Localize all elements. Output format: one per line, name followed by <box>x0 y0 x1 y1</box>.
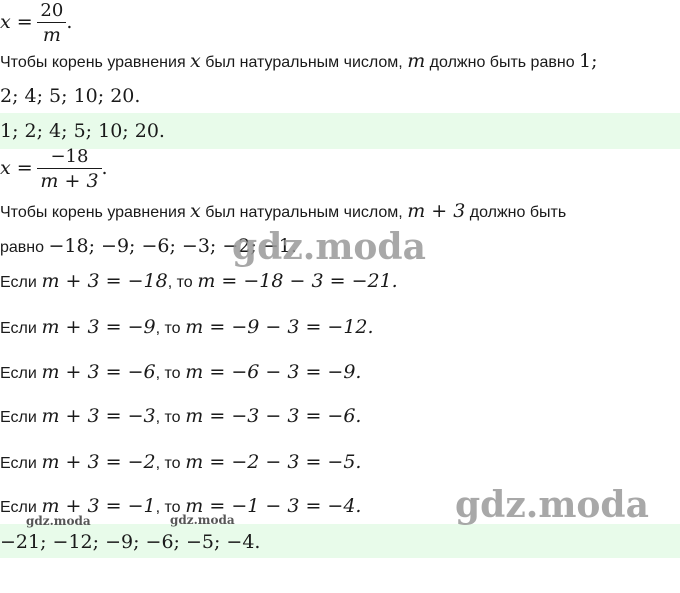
statement-2-text-c: должно быть <box>465 204 567 221</box>
case-mid: , то <box>167 274 193 291</box>
case-row <box>0 361 361 383</box>
equation-2-end: . <box>101 156 108 179</box>
case-condition: m + 3 = −3 <box>41 405 156 427</box>
case-condition: m + 3 = −9 <box>41 316 156 338</box>
case-row <box>0 316 374 338</box>
statement-2-var-x: x <box>190 200 201 222</box>
statement-2-values-label: равно <box>0 239 49 256</box>
equation-2-denominator: m + 3 <box>40 170 99 192</box>
case-prefix: Если <box>0 274 37 291</box>
equation-2-lhs: x = <box>0 156 33 179</box>
answer-1: 1; 2; 4; 5; 10; 20. <box>0 120 165 142</box>
watermark-logo: gdz.moda <box>455 484 649 526</box>
statement-1-var-x: x <box>190 50 201 72</box>
statement-1-text-c: должно быть равно <box>425 54 580 71</box>
equation-1-fraction <box>37 0 66 47</box>
case-mid: , то <box>155 320 181 337</box>
case-mid: , то <box>155 455 181 472</box>
statement-1 <box>0 50 598 72</box>
case-row <box>0 451 361 473</box>
watermark-logo: gdz.moda <box>232 226 426 268</box>
case-result: m = −18 − 3 = −21. <box>197 270 398 292</box>
case-row <box>0 270 398 292</box>
equation-2-fraction <box>37 146 101 193</box>
case-condition: m + 3 = −18 <box>41 270 168 292</box>
case-result: m = −6 − 3 = −9. <box>185 361 362 383</box>
case-condition: m + 3 = −1 <box>41 495 156 517</box>
statement-2-values-list: −18; −9; −6; −3; −2; −1. <box>48 235 297 257</box>
case-result: m = −9 − 3 = −12. <box>185 316 374 338</box>
case-mid: , то <box>155 365 181 382</box>
statement-2-text-a: Чтобы корень уравнения <box>0 204 191 221</box>
equation-1-lhs: x = <box>0 10 33 33</box>
watermark-small: gdz.moda <box>26 514 91 528</box>
case-prefix: Если <box>0 409 37 426</box>
statement-1-text-b: был натуральным числом, <box>200 54 408 71</box>
statement-2-var-m3: m + 3 <box>407 200 466 222</box>
case-condition: m + 3 = −6 <box>41 361 156 383</box>
case-condition: m + 3 = −2 <box>41 451 156 473</box>
statement-1-text-a: Чтобы корень уравнения <box>0 54 191 71</box>
equation-2 <box>0 146 108 193</box>
case-row <box>0 405 361 427</box>
case-result: m = −3 − 3 = −6. <box>185 405 362 427</box>
case-prefix: Если <box>0 320 37 337</box>
statement-1-values: 2; 4; 5; 10; 20. <box>0 85 141 107</box>
case-prefix: Если <box>0 455 37 472</box>
equation-2-numerator: −18 <box>37 146 101 169</box>
case-result: m = −1 − 3 = −4. <box>185 495 362 517</box>
watermark-small: gdz.moda <box>170 513 235 527</box>
case-result: m = −2 − 3 = −5. <box>185 451 362 473</box>
case-prefix: Если <box>0 499 37 516</box>
equation-1-end: . <box>66 10 73 33</box>
case-mid: , то <box>155 409 181 426</box>
statement-2-text-b: был натуральным числом, <box>200 204 408 221</box>
equation-1-denominator: m <box>42 24 61 46</box>
statement-1-first-value: 1; <box>579 50 598 72</box>
statement-1-var-m: m <box>407 50 426 72</box>
equation-1 <box>0 0 72 47</box>
case-mid: , то <box>155 499 181 516</box>
statement-2 <box>0 200 566 222</box>
equation-1-numerator: 20 <box>37 0 66 23</box>
answer-2: −21; −12; −9; −6; −5; −4. <box>0 531 261 553</box>
case-prefix: Если <box>0 365 37 382</box>
